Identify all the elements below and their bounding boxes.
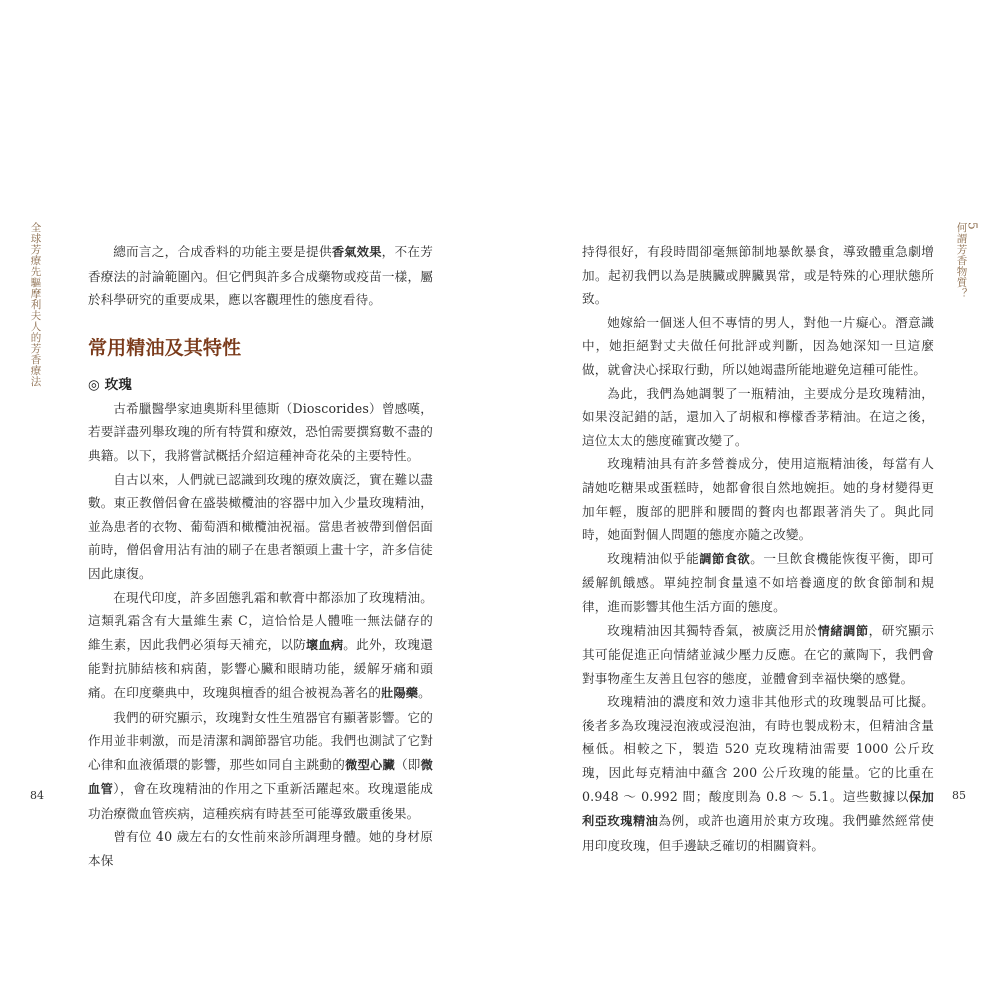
- text: 。此外，玫瑰還能對抗肺結核和病菌，影響心臟和眼睛功能，緩解牙痛和頭痛。在印度藥典中，玫瑰與檀香的組合被視為著名的: [88, 636, 433, 700]
- text: 。一旦飲食機能恢復平衡，即可緩解飢餓感。單純控制食量遠不如培養適度的飲食節制和規律，進而影響其他生活方面的態度。: [582, 550, 934, 614]
- paragraph: [88, 706, 433, 826]
- text: 在現代印度，許多固態乳霜和軟膏中都添加了玫瑰精油。這類乳霜含有大量維生素 C，這恰恰是人體唯一無法儲存的維生素，因此我們必須每天補充，以防: [88, 589, 433, 652]
- paragraph: [582, 452, 934, 546]
- bold-term: 保加利亞玫瑰精油: [582, 789, 934, 829]
- page-number: 85: [952, 789, 966, 802]
- text: 她嫁給一個迷人但不專情的男人，對他一片癡心。潛意識中，她拒絕對丈夫做任何批評或判斷，因為她深知一旦這麼做，就會決心採取行動，所以她竭盡所能地避免這種可能性。: [582, 314, 934, 377]
- bold-term: 壞血病: [306, 637, 344, 652]
- paragraph: [582, 240, 934, 311]
- paragraph: [88, 586, 433, 706]
- text: 自古以來，人們就已認識到玫瑰的療效廣泛，實在難以盡數。東正教僧侶會在盛裝橄欖油的容器中加入少量玫瑰精油，並為患者的衣物、葡萄酒和橄欖油祝福。當患者被帶到僧侶面前時，僧侶會用沾有油的刷子在患者額頭上畫十字，許多信徒因此康復。: [88, 471, 433, 581]
- running-head-book-title: 全球芳療先驅摩利夫人的芳香療法: [29, 222, 42, 387]
- paragraph: [582, 382, 934, 453]
- paragraph: [88, 240, 433, 312]
- right-body-text: [582, 240, 934, 857]
- text: ，不在芳香療法的討論範圍內。但它們與許多合成藥物或疫苗一樣，屬於科學研究的重要成果，應以客觀理性的態度看待。: [88, 244, 433, 308]
- bold-term: 情緒調節: [817, 623, 869, 638]
- bold-term: 壯陽藥: [381, 685, 419, 700]
- paragraph: [582, 690, 934, 857]
- chapter-title: 何謂芳香物質？: [955, 222, 968, 299]
- text: 為例，或許也適用於東方玫瑰。我們雖然經常使用印度玫瑰，但手邊缺乏確切的相關資料。: [582, 813, 934, 853]
- text: 為此，我們為她調製了一瓶精油，主要成分是玫瑰精油，如果沒記錯的話，還加入了胡椒和檸檬香茅精油。在這之後，這位太太的態度確實改變了。: [582, 385, 934, 448]
- text: 玫瑰精油的濃度和效力遠非其他形式的玫瑰製品可比擬。後者多為玫瑰浸泡液或浸泡油，有時也製成粉末，但精油含量極低。相較之下，製造 520 克玫瑰精油需要 1000 公斤玫瑰，因此每克精油中蘊含 200 公斤玫瑰的能量。它的比重在 0.948 ～ 0.992 間；酸度則為 0.8 ～ 5.1。這些數據以: [582, 694, 934, 804]
- right-page: [500, 0, 1000, 1000]
- section-title: 常用精油及其特性: [88, 336, 242, 359]
- bold-term: 微型心臟: [345, 757, 395, 772]
- text: ，研究顯示其可能促進正向情緒並減少壓力反應。在它的薰陶下，我們會對事物產生友善且包容的態度，並體會到幸福快樂的感覺。: [582, 622, 934, 686]
- paragraph: [88, 397, 433, 468]
- paragraph: [88, 468, 433, 586]
- text: 玫瑰精油具有許多營養成分，使用這瓶精油後，每當有人請她吃糖果或蛋糕時，她都會很自然地婉拒。她的身材變得更加年輕，腹部的肥胖和腰間的贅肉也都跟著消失了。與此同時，她面對個人問題的態度亦隨之改變。: [582, 456, 934, 543]
- text: 我們的研究顯示，玫瑰對女性生殖器官有顯著影響。它的作用並非刺激，而是清潔和調節器官功能。我們也測試了它對心律和血液循環的影響，那些如同自主跳動的: [88, 709, 433, 772]
- running-head-chapter: [956, 222, 979, 299]
- paragraph: [88, 825, 433, 872]
- bold-term: 調節食欲: [699, 551, 751, 566]
- bold-term: 微血管: [88, 757, 433, 797]
- text: （即: [394, 756, 421, 772]
- chapter-number: 5: [965, 222, 980, 231]
- text: ），會在玫瑰精油的作用之下重新活躍起來。玫瑰還能成功治療微血管疾病，這種疾病有時甚至可能導致嚴重後果。: [88, 781, 433, 821]
- text: 。: [418, 684, 431, 700]
- left-body-text: [88, 240, 433, 873]
- paragraph: [582, 311, 934, 382]
- text: 總而言之，合成香料的功能主要是提供: [113, 244, 332, 259]
- paragraph: [582, 547, 934, 619]
- text: 玫瑰精油似乎能: [607, 550, 700, 566]
- paragraph: [582, 619, 934, 691]
- text: 曾有位 40 歲左右的女性前來診所調理身體。她的身材原本保: [88, 829, 433, 869]
- text: 玫瑰精油因其獨特香氣，被廣泛用於: [607, 622, 818, 638]
- text: 持得很好，有段時間卻毫無節制地暴飲暴食，導致體重急劇增加。起初我們以為是胰臟或脾臟異常，或是特殊的心理狀態所致。: [582, 244, 934, 307]
- subsection-title: ◎ 玫瑰: [88, 376, 133, 393]
- text: 古希臘醫學家迪奧斯科里德斯（Dioscorides）曾感嘆，若要詳盡列舉玫瑰的所有特質和療效，恐怕需要撰寫數不盡的典籍。以下，我將嘗試概括介紹這種神奇花朵的主要特性。: [88, 400, 433, 463]
- page-number: 84: [30, 789, 44, 802]
- bold-term: 香氣效果: [331, 245, 382, 259]
